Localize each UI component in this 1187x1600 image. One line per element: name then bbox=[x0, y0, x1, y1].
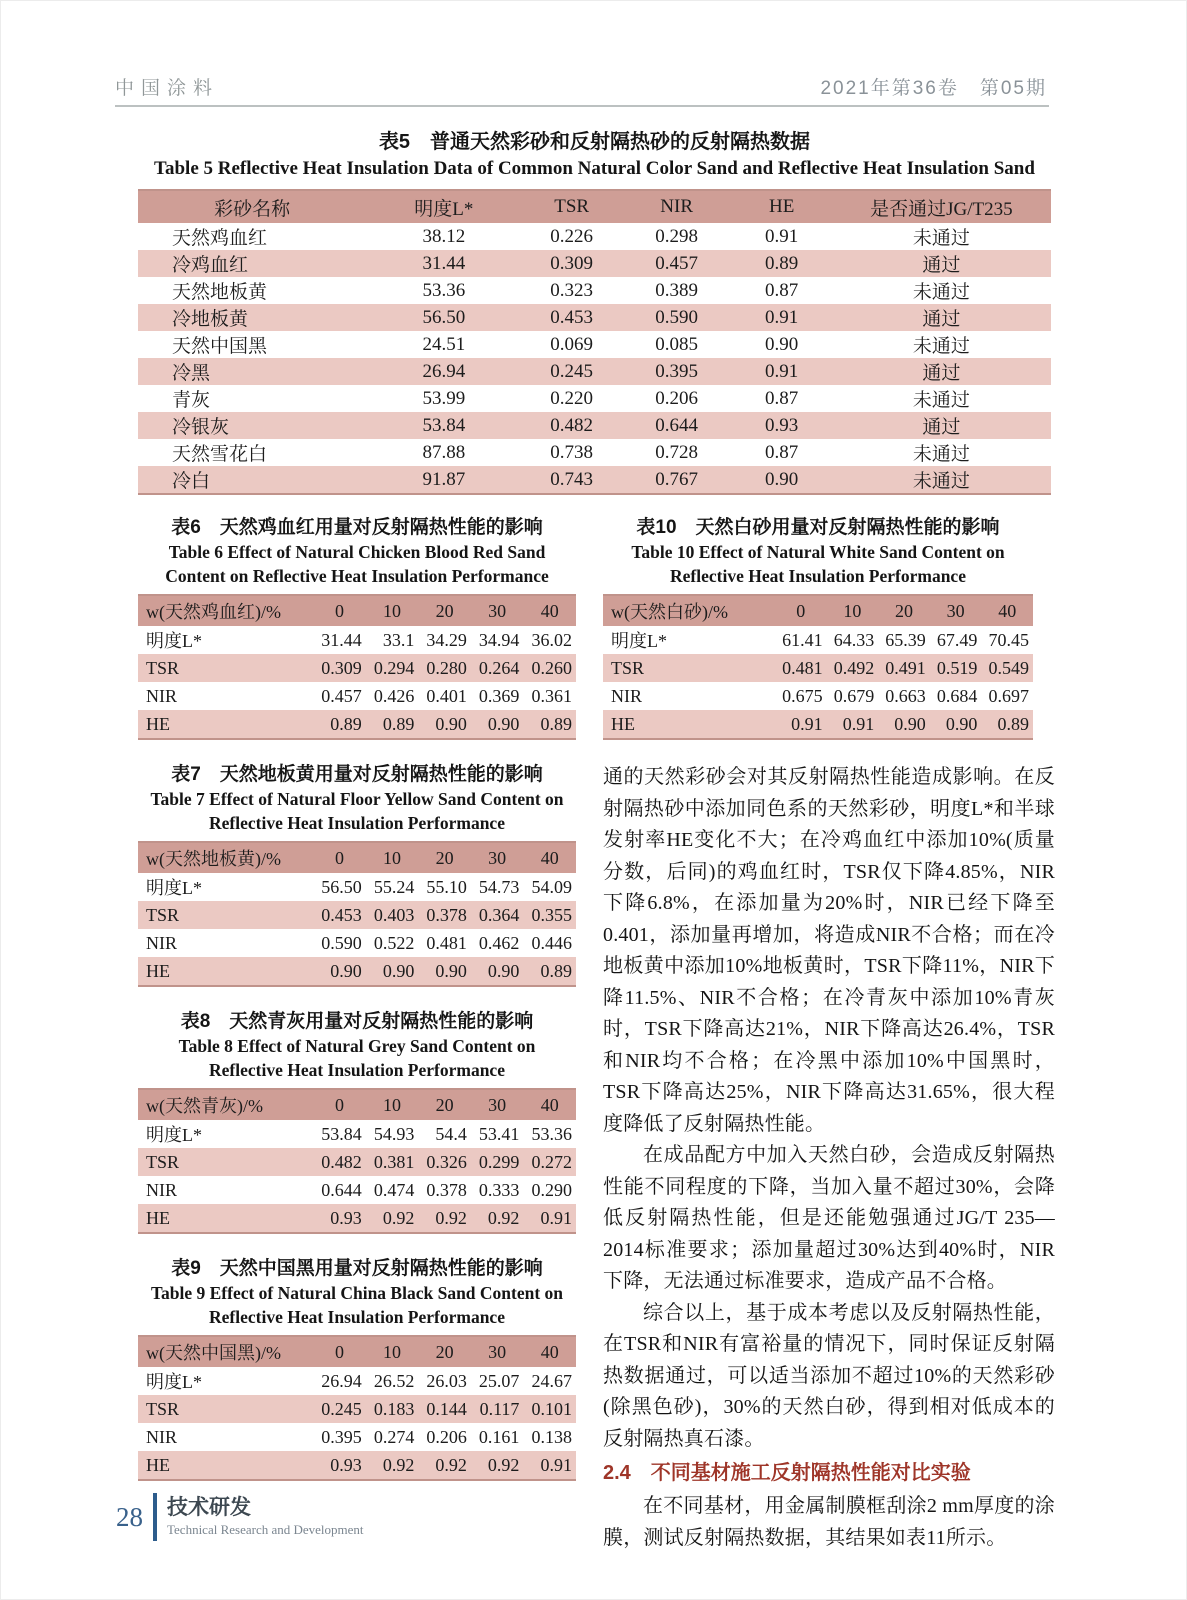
table-cell: NIR bbox=[146, 1426, 177, 1447]
body-paragraph: 在不同基材，用金属制膜框刮涂2 mm厚度的涂膜，测试反射隔热数据，其结果如表11所示。 bbox=[603, 1495, 1055, 1549]
column-title-zh: 技术研发 bbox=[167, 1496, 251, 1519]
table-cell: 0.462 bbox=[478, 932, 520, 953]
table-cell: 65.39 bbox=[885, 629, 926, 650]
table-cell: 54.73 bbox=[478, 876, 520, 897]
column-header: 20 bbox=[878, 595, 930, 626]
table-cell: 0.663 bbox=[885, 685, 926, 706]
table-row bbox=[138, 654, 576, 682]
table-cell: 0.89 bbox=[540, 960, 572, 981]
table-cell: 明度L* bbox=[146, 878, 202, 898]
column-header: 0 bbox=[313, 842, 366, 873]
table8-title-en-line2: Reflective Heat Insulation Performance bbox=[209, 1060, 505, 1080]
body-paragraph: 在成品配方中加入天然白砂，会造成反射隔热性能不同程度的下降，当加入量不超过30%，会降低反射隔热性能，但是还能勉强通过JG/T 235—2014标准要求；添加量超过30%达到40%时，NIR下降，无法通过标准要求，造成产品不合格。 bbox=[603, 1144, 1055, 1292]
column-header: 40 bbox=[523, 842, 576, 873]
table-cell: 26.52 bbox=[373, 1370, 415, 1391]
table-row bbox=[603, 626, 1033, 654]
table6-title-en-line1: Table 6 Effect of Natural Chicken Blood Red Sand bbox=[168, 542, 546, 562]
table-cell: 0.91 bbox=[540, 1207, 572, 1228]
table-cell: 53.36 bbox=[531, 1123, 572, 1144]
table-row bbox=[138, 1367, 576, 1395]
table-row bbox=[138, 1451, 576, 1480]
table10-title-zh: 表10 天然白砂用量对反射隔热性能的影响 bbox=[636, 517, 1000, 538]
table-cell: 0.92 bbox=[382, 1207, 415, 1228]
table-cell: 0.161 bbox=[478, 1426, 520, 1447]
table-cell: 0.274 bbox=[373, 1426, 415, 1447]
table-cell: 31.44 bbox=[321, 629, 362, 650]
column-header: NIR bbox=[622, 190, 732, 223]
table-cell: 0.92 bbox=[435, 1207, 467, 1228]
table-cell: 0.117 bbox=[479, 1398, 520, 1419]
table-cell: 0.426 bbox=[373, 685, 415, 706]
body-paragraph: 通的天然彩砂会对其反射隔热性能造成影响。在反射隔热砂中添加同色系的天然彩砂，明度L*和半球发射率HE变化不大；在冷鸡血红中添加10%(质量分数，后同)的鸡血红时，TSR仅下降4.85%，NIR下降6.8%，在添加量为20%时，NIR已经下降至0.401，添加量再增加，将造成NIR不合格；而在冷地板黄中添加10%地板黄时，TSR下降11%，NIR下降11.5%、NIR不合格；在冷青灰中添加10%青灰时，TSR下降高达21%，NIR下降高达26.4%，TSR和NIR均不合格；在冷黑中添加10%中国黑时，TSR下降高达25%，NIR下降高达31.65%，很大程度降低了反射隔热性能。 bbox=[603, 766, 1055, 1135]
column-header: 10 bbox=[827, 595, 879, 626]
column-header: 10 bbox=[366, 595, 419, 626]
table-cell: 冷黑 bbox=[172, 363, 211, 384]
table-cell: 天然地板黄 bbox=[172, 282, 268, 303]
column-header: 20 bbox=[418, 1336, 471, 1367]
table-cell: 0.482 bbox=[321, 1151, 362, 1172]
table-cell: 0.90 bbox=[894, 713, 926, 734]
journal-name: 中国涂料 bbox=[115, 78, 220, 99]
table-cell: 0.644 bbox=[321, 1179, 362, 1200]
table5-title-en: Table 5 Reflective Heat Insulation Data of Common Natural Color Sand and Reflective Heat Insulation Sand bbox=[154, 158, 1035, 179]
column-header: w(天然青灰)/% bbox=[138, 1089, 313, 1120]
footer-accent-bar bbox=[153, 1493, 157, 1541]
table-cell: 0.364 bbox=[478, 904, 520, 925]
table-row bbox=[603, 682, 1033, 710]
table-cell: 70.45 bbox=[988, 629, 1029, 650]
table-cell: TSR bbox=[611, 657, 645, 678]
column-header: 10 bbox=[366, 842, 419, 873]
table-cell: 0.457 bbox=[321, 685, 362, 706]
table-cell: 0.92 bbox=[487, 1207, 520, 1228]
table-row bbox=[138, 901, 576, 929]
table-row bbox=[138, 412, 1051, 439]
table-cell: 0.290 bbox=[531, 1179, 572, 1200]
table-cell: 24.51 bbox=[422, 333, 466, 355]
table9-title-en-line1: Table 9 Effect of Natural China Black Sand Content on bbox=[150, 1283, 564, 1303]
column-header: 0 bbox=[313, 1336, 366, 1367]
column-header: 40 bbox=[523, 595, 576, 626]
column-header: 40 bbox=[981, 595, 1033, 626]
table-cell: TSR bbox=[146, 657, 180, 678]
table-cell: 0.767 bbox=[655, 468, 699, 490]
table7-title-en-line1: Table 7 Effect of Natural Floor Yellow Sand Content on bbox=[150, 789, 564, 809]
table-cell: 未通过 bbox=[912, 336, 970, 357]
table-cell: 0.226 bbox=[550, 225, 594, 247]
table-cell: 0.294 bbox=[373, 657, 415, 678]
table9-title-zh: 表9 天然中国黑用量对反射隔热性能的影响 bbox=[171, 1258, 543, 1279]
table-row bbox=[138, 682, 576, 710]
table-cell: 0.272 bbox=[531, 1151, 572, 1172]
table-cell: 0.92 bbox=[382, 1454, 415, 1475]
table-cell: NIR bbox=[146, 1179, 177, 1200]
table-row bbox=[603, 710, 1033, 739]
table-cell: 青灰 bbox=[172, 390, 211, 411]
table-row bbox=[138, 626, 576, 654]
table-cell: TSR bbox=[146, 1151, 180, 1172]
table-cell: 0.326 bbox=[426, 1151, 467, 1172]
table-cell: 34.29 bbox=[426, 629, 467, 650]
table-cell: 0.395 bbox=[655, 360, 699, 382]
table-cell: 未通过 bbox=[912, 471, 970, 492]
table-cell: 未通过 bbox=[912, 390, 970, 411]
table-cell: 0.87 bbox=[765, 387, 799, 409]
table-cell: 0.309 bbox=[550, 252, 594, 274]
footer-column-titles bbox=[167, 1495, 364, 1539]
table-cell: 26.94 bbox=[422, 360, 466, 382]
table-cell: 34.94 bbox=[478, 629, 520, 650]
table5-title-zh: 表5 普通天然彩砂和反射隔热砂的反射隔热数据 bbox=[378, 131, 811, 153]
column-header: 彩砂名称 bbox=[138, 190, 366, 223]
table6 bbox=[138, 594, 576, 740]
table-cell: 0.355 bbox=[531, 904, 572, 925]
table-cell: 明度L* bbox=[611, 631, 667, 651]
table-row bbox=[138, 929, 576, 957]
table-cell: 0.206 bbox=[655, 387, 699, 409]
table-cell: 0.549 bbox=[988, 657, 1029, 678]
table6-title-en-line2: Content on Reflective Heat Insulation Performance bbox=[165, 566, 549, 586]
table-cell: HE bbox=[146, 960, 170, 981]
table-cell: 56.50 bbox=[321, 876, 362, 897]
page-footer bbox=[116, 1493, 364, 1541]
table-row bbox=[138, 873, 576, 901]
table-cell: 0.93 bbox=[765, 414, 799, 436]
table-cell: 61.41 bbox=[782, 629, 823, 650]
table10 bbox=[603, 594, 1033, 740]
table-cell: 0.644 bbox=[655, 414, 699, 436]
table-cell: 天然鸡血红 bbox=[172, 228, 268, 249]
table-cell: 0.90 bbox=[435, 960, 467, 981]
table-row bbox=[138, 250, 1051, 277]
table-cell: 56.50 bbox=[422, 306, 466, 328]
table-cell: HE bbox=[611, 713, 635, 734]
table-cell: 26.94 bbox=[321, 1370, 362, 1391]
table-cell: NIR bbox=[611, 685, 642, 706]
table-cell: 0.87 bbox=[765, 279, 799, 301]
table-cell: 0.90 bbox=[330, 960, 362, 981]
table-cell: 0.89 bbox=[382, 713, 415, 734]
column-header: 0 bbox=[313, 1089, 366, 1120]
table-cell: 明度L* bbox=[146, 1372, 202, 1392]
table-cell: 0.309 bbox=[321, 657, 362, 678]
table-cell: 0.90 bbox=[435, 713, 467, 734]
table-cell: 0.89 bbox=[997, 713, 1029, 734]
table-cell: 0.91 bbox=[842, 713, 875, 734]
table-cell: 24.67 bbox=[531, 1370, 572, 1391]
column-header: 10 bbox=[366, 1336, 419, 1367]
table-cell: 0.069 bbox=[550, 333, 594, 355]
table-cell: 0.738 bbox=[550, 441, 594, 463]
table-cell: 0.90 bbox=[487, 713, 520, 734]
body-paragraph: 综合以上，基于成本考虑以及反射隔热性能，在TSR和NIR有富裕量的情况下，同时保证反射隔热数据通过，可以适当添加不超过10%的天然彩砂(除黑色砂)，30%的天然白砂，得到相对低成本的反射隔热真石漆。 bbox=[603, 1301, 1055, 1450]
table-cell: 0.369 bbox=[478, 685, 520, 706]
table5 bbox=[138, 189, 1051, 495]
table-cell: 0.403 bbox=[373, 904, 415, 925]
column-header: 20 bbox=[418, 1089, 471, 1120]
table-cell: 67.49 bbox=[936, 629, 978, 650]
table7-block bbox=[138, 762, 576, 987]
column-header: 0 bbox=[313, 595, 366, 626]
table-row bbox=[138, 1176, 576, 1204]
table-header-row bbox=[138, 842, 576, 873]
table6-title-zh: 表6 天然鸡血红用量对反射隔热性能的影响 bbox=[171, 517, 543, 538]
table-row bbox=[138, 385, 1051, 412]
table-cell: 0.590 bbox=[321, 932, 362, 953]
issue-info: 2021年第36卷 第05期 bbox=[820, 78, 1047, 99]
body-text bbox=[603, 762, 1055, 1554]
table-cell: NIR bbox=[146, 685, 177, 706]
table-cell: 0.90 bbox=[765, 333, 799, 355]
table-cell: HE bbox=[146, 1454, 170, 1475]
table-cell: 通过 bbox=[922, 363, 961, 384]
section-heading-2-4: 2.4 不同基材施工反射隔热性能对比实验 bbox=[603, 1462, 971, 1484]
table-row bbox=[138, 710, 576, 739]
table-cell: 通过 bbox=[922, 309, 961, 330]
table-cell: 明度L* bbox=[146, 1125, 202, 1145]
table-cell: 天然中国黑 bbox=[172, 336, 268, 357]
table-cell: 64.33 bbox=[833, 629, 875, 650]
table-row bbox=[138, 1204, 576, 1233]
table-cell: 33.1 bbox=[382, 629, 415, 650]
table-header-row bbox=[138, 595, 576, 626]
table-row bbox=[138, 358, 1051, 385]
table-header-row bbox=[138, 190, 1051, 223]
column-header: TSR bbox=[521, 190, 621, 223]
table-cell: 0.138 bbox=[531, 1426, 572, 1447]
table-cell: 0.206 bbox=[426, 1426, 467, 1447]
table-row bbox=[138, 1148, 576, 1176]
table-cell: 55.24 bbox=[373, 876, 415, 897]
table10-title-en-line1: Table 10 Effect of Natural White Sand Content on bbox=[631, 542, 1005, 562]
table5-section bbox=[138, 129, 1051, 495]
table-cell: 0.679 bbox=[833, 685, 875, 706]
table-cell: 0.91 bbox=[540, 1454, 572, 1475]
table-cell: 0.90 bbox=[487, 960, 520, 981]
table-cell: 54.09 bbox=[531, 876, 572, 897]
table-cell: 0.87 bbox=[765, 441, 799, 463]
table-cell: 0.743 bbox=[550, 468, 594, 490]
table-cell: 0.457 bbox=[655, 252, 699, 274]
table-cell: 26.03 bbox=[426, 1370, 467, 1391]
table-cell: 0.378 bbox=[426, 904, 467, 925]
table7-title-en-line2: Reflective Heat Insulation Performance bbox=[209, 813, 505, 833]
table9-title-en-line2: Reflective Heat Insulation Performance bbox=[209, 1307, 505, 1327]
table-cell: 0.89 bbox=[765, 252, 799, 274]
table-cell: 通过 bbox=[922, 417, 961, 438]
table-row bbox=[138, 466, 1051, 494]
table-cell: 0.260 bbox=[531, 657, 572, 678]
table-cell: 91.87 bbox=[422, 468, 466, 490]
table-cell: 36.02 bbox=[531, 629, 572, 650]
table-cell: 0.101 bbox=[531, 1398, 572, 1419]
table-header-row bbox=[138, 1089, 576, 1120]
table-cell: 0.333 bbox=[478, 1179, 520, 1200]
running-head bbox=[115, 73, 1047, 100]
column-header: w(天然白砂)/% bbox=[603, 595, 775, 626]
table-cell: 0.381 bbox=[373, 1151, 415, 1172]
column-header: 30 bbox=[471, 1089, 524, 1120]
table-cell: 0.675 bbox=[782, 685, 823, 706]
table-cell: 0.684 bbox=[936, 685, 978, 706]
table-cell: 冷地板黄 bbox=[172, 309, 249, 330]
table-row bbox=[138, 223, 1051, 250]
table-cell: 未通过 bbox=[912, 282, 970, 303]
table-cell: 0.401 bbox=[426, 685, 467, 706]
table-cell: 0.446 bbox=[531, 932, 572, 953]
table-cell: 0.361 bbox=[531, 685, 572, 706]
table-cell: 0.522 bbox=[373, 932, 415, 953]
table7 bbox=[138, 841, 576, 987]
table-cell: 冷鸡血红 bbox=[172, 255, 249, 276]
table-cell: 0.378 bbox=[426, 1179, 467, 1200]
table-cell: 0.395 bbox=[321, 1426, 362, 1447]
table10-title-en-line2: Reflective Heat Insulation Performance bbox=[670, 566, 966, 586]
table-cell: 明度L* bbox=[146, 631, 202, 651]
table-cell: 0.89 bbox=[540, 713, 572, 734]
table6-block bbox=[138, 515, 576, 740]
column-header: 20 bbox=[418, 595, 471, 626]
table-cell: 0.93 bbox=[330, 1454, 362, 1475]
table-cell: 0.91 bbox=[791, 713, 823, 734]
table-cell: HE bbox=[146, 1207, 170, 1228]
table7-title-zh: 表7 天然地板黄用量对反射隔热性能的影响 bbox=[171, 764, 543, 785]
table-cell: 0.220 bbox=[550, 387, 594, 409]
table-cell: 55.10 bbox=[426, 876, 467, 897]
table-cell: 0.491 bbox=[885, 657, 926, 678]
table-cell: 53.36 bbox=[422, 279, 466, 301]
header-rule bbox=[115, 105, 1049, 107]
column-header: 40 bbox=[523, 1336, 576, 1367]
table-row bbox=[603, 654, 1033, 682]
table-cell: 通过 bbox=[922, 255, 961, 276]
table-cell: 0.91 bbox=[765, 225, 799, 247]
table8-title-zh: 表8 天然青灰用量对反射隔热性能的影响 bbox=[180, 1011, 534, 1032]
table-row bbox=[138, 277, 1051, 304]
table8 bbox=[138, 1088, 576, 1234]
column-header: 是否通过JG/T235 bbox=[832, 190, 1051, 223]
table9 bbox=[138, 1335, 576, 1481]
table-header-row bbox=[138, 1336, 576, 1367]
column-header: 明度L* bbox=[366, 190, 521, 223]
table-cell: 0.453 bbox=[550, 306, 594, 328]
column-header: 30 bbox=[471, 842, 524, 873]
table-cell: 0.299 bbox=[478, 1151, 520, 1172]
right-column bbox=[603, 515, 1055, 1554]
table-row bbox=[138, 1120, 576, 1148]
column-header: w(天然鸡血红)/% bbox=[138, 595, 313, 626]
table-cell: 53.99 bbox=[422, 387, 466, 409]
table-cell: 0.93 bbox=[330, 1207, 362, 1228]
table-cell: 0.389 bbox=[655, 279, 699, 301]
table-cell: 0.264 bbox=[478, 657, 520, 678]
page-number: 28 bbox=[116, 1501, 143, 1532]
table-row bbox=[138, 1423, 576, 1451]
table-cell: 0.728 bbox=[655, 441, 699, 463]
table-cell: 冷白 bbox=[172, 471, 211, 492]
table9-block bbox=[138, 1256, 576, 1481]
table-cell: 0.481 bbox=[426, 932, 467, 953]
table-cell: 0.482 bbox=[550, 414, 594, 436]
table8-title-en-line1: Table 8 Effect of Natural Grey Sand Content on bbox=[178, 1036, 536, 1056]
table-cell: 0.492 bbox=[833, 657, 875, 678]
column-header: w(天然中国黑)/% bbox=[138, 1336, 313, 1367]
table-cell: 0.280 bbox=[426, 657, 467, 678]
table-cell: TSR bbox=[146, 904, 180, 925]
table10-block bbox=[603, 515, 1033, 740]
table-cell: 0.697 bbox=[988, 685, 1029, 706]
table-cell: 54.93 bbox=[373, 1123, 415, 1144]
table-row bbox=[138, 304, 1051, 331]
table-cell: 0.91 bbox=[765, 360, 799, 382]
table-cell: 0.453 bbox=[321, 904, 362, 925]
table-cell: 0.89 bbox=[330, 713, 362, 734]
table-cell: 0.323 bbox=[550, 279, 594, 301]
table-cell: 31.44 bbox=[422, 252, 466, 274]
table-row bbox=[138, 1395, 576, 1423]
table-cell: 冷银灰 bbox=[172, 417, 230, 438]
table-cell: 0.92 bbox=[435, 1454, 467, 1475]
table-cell: 0.085 bbox=[655, 333, 699, 355]
table-header-row bbox=[603, 595, 1033, 626]
column-header: w(天然地板黄)/% bbox=[138, 842, 313, 873]
column-header: 30 bbox=[471, 1336, 524, 1367]
column-header: 20 bbox=[418, 842, 471, 873]
table-cell: 0.92 bbox=[487, 1454, 520, 1475]
column-title-en: Technical Research and Development bbox=[167, 1522, 364, 1537]
column-header: 0 bbox=[775, 595, 827, 626]
table-cell: 53.84 bbox=[321, 1123, 362, 1144]
table-cell: 未通过 bbox=[912, 228, 970, 249]
table-cell: 0.245 bbox=[550, 360, 594, 382]
table-cell: 53.84 bbox=[422, 414, 466, 436]
table-cell: 0.90 bbox=[382, 960, 415, 981]
table-cell: 0.481 bbox=[782, 657, 823, 678]
column-header: 30 bbox=[930, 595, 982, 626]
left-column bbox=[138, 515, 576, 1503]
table-cell: 0.183 bbox=[373, 1398, 415, 1419]
table-row bbox=[138, 439, 1051, 466]
table-row bbox=[138, 331, 1051, 358]
table-cell: 54.4 bbox=[435, 1123, 467, 1144]
table-cell: 53.41 bbox=[478, 1123, 520, 1144]
column-header: HE bbox=[731, 190, 831, 223]
table-cell: 0.474 bbox=[373, 1179, 415, 1200]
table-cell: 87.88 bbox=[422, 441, 466, 463]
table-cell: 0.245 bbox=[321, 1398, 362, 1419]
table-cell: HE bbox=[146, 713, 170, 734]
table-cell: 0.90 bbox=[765, 468, 799, 490]
table-cell: 0.519 bbox=[936, 657, 978, 678]
table-cell: NIR bbox=[146, 932, 177, 953]
table-cell: TSR bbox=[146, 1398, 180, 1419]
table8-block bbox=[138, 1009, 576, 1234]
table-cell: 0.590 bbox=[655, 306, 699, 328]
column-header: 30 bbox=[471, 595, 524, 626]
table-cell: 0.144 bbox=[426, 1398, 467, 1419]
table-cell: 38.12 bbox=[422, 225, 466, 247]
column-header: 40 bbox=[523, 1089, 576, 1120]
table-cell: 0.91 bbox=[765, 306, 799, 328]
table-cell: 0.90 bbox=[945, 713, 978, 734]
column-header: 10 bbox=[366, 1089, 419, 1120]
table-cell: 0.298 bbox=[655, 225, 699, 247]
table-cell: 天然雪花白 bbox=[172, 444, 268, 465]
table-cell: 25.07 bbox=[478, 1370, 520, 1391]
table-cell: 未通过 bbox=[912, 444, 970, 465]
table-row bbox=[138, 957, 576, 986]
